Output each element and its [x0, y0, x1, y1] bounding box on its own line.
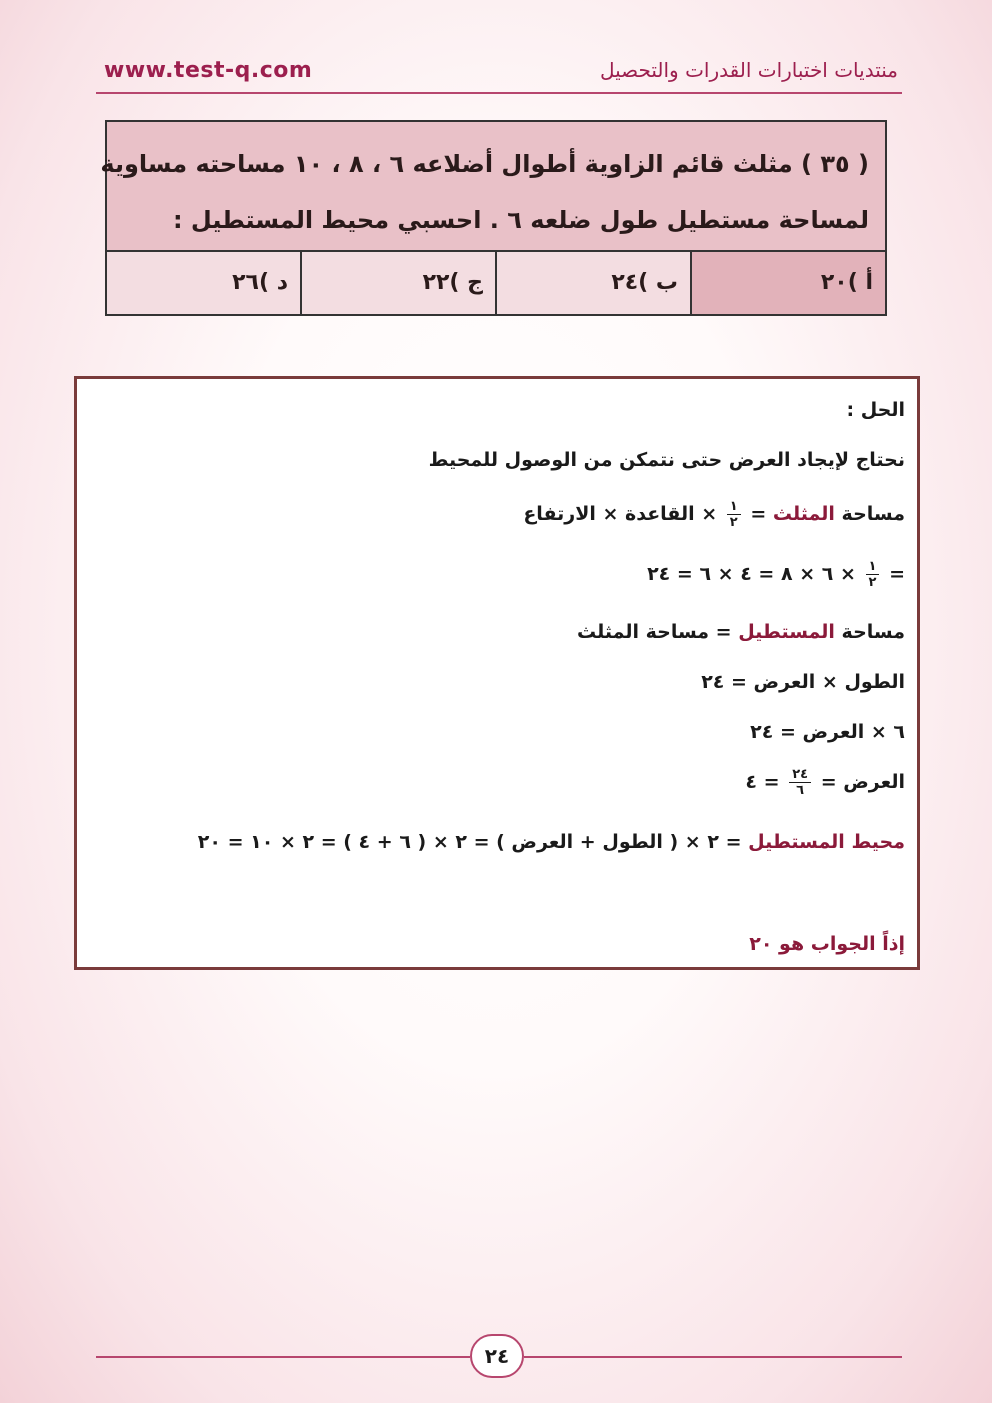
solution-title: الحل : — [846, 399, 905, 421]
half-numerator: ١ — [727, 499, 741, 515]
rectangle-area-equation — [577, 621, 905, 643]
triangle-area-calc — [647, 559, 905, 590]
option-d[interactable]: د )٢٦ — [107, 252, 300, 314]
tri-area-accent: المثلث — [772, 503, 835, 525]
final-answer: إذاً الجواب هو ٢٠ — [749, 933, 905, 955]
width-value: = ٤ — [745, 771, 780, 793]
option-a[interactable]: أ )٢٠ — [690, 252, 885, 314]
forum-title: منتديات اختبارات القدرات والتحصيل — [599, 58, 898, 82]
width-denominator: ٦ — [796, 783, 805, 798]
question-table — [100, 120, 887, 316]
footer-divider-left — [96, 1356, 470, 1358]
width-fraction — [789, 767, 811, 798]
triangle-area-formula — [523, 499, 905, 530]
calc-half-denominator: ٢ — [868, 575, 877, 590]
option-b[interactable]: ب )٢٤ — [495, 252, 690, 314]
calc-equals: = — [889, 563, 905, 585]
header-divider — [96, 92, 902, 94]
option-c[interactable]: ج )٢٢ — [300, 252, 495, 314]
calc-rest: × ٦ × ٨ = ٤ × ٦ = ٢٤ — [647, 563, 856, 585]
site-url[interactable]: www.test-q.com — [104, 58, 313, 83]
footer-divider-right — [524, 1356, 902, 1358]
calc-half-fraction — [866, 559, 880, 590]
half-denominator: ٢ — [729, 515, 738, 530]
six-times-width: ٦ × العرض = ٢٤ — [750, 721, 905, 743]
question-text — [100, 122, 885, 252]
rect-area-rest: = مساحة المثلث — [576, 621, 732, 643]
perimeter-label: محيط المستطيل — [748, 831, 905, 853]
half-fraction — [727, 499, 741, 530]
length-times-width: الطول × العرض = ٢٤ — [701, 671, 905, 693]
width-numerator: ٢٤ — [789, 767, 811, 783]
answer-options — [107, 252, 885, 314]
page-number: ٢٤ — [470, 1334, 524, 1378]
tri-area-word: مساحة — [841, 503, 905, 525]
question-line-1: ( ٣٥ ) مثلث قائم الزاوية أطوال أضلاعه ٦ ، ٨ ، ١٠ مساحته مساوية — [100, 150, 869, 178]
rect-area-word: مساحة — [841, 621, 905, 643]
rect-area-accent: المستطيل — [738, 621, 835, 643]
solution-intro: نحتاج لإيجاد العرض حتى نتمكن من الوصول للمحيط — [428, 449, 905, 471]
question-line-2: لمساحة مستطيل طول ضلعه ٦ . احسبي محيط المستطيل : — [172, 206, 869, 234]
perimeter-calc — [198, 831, 905, 853]
perimeter-expression: = ٢ × ( الطول + العرض ) = ٢ × ( ٦ + ٤ ) = ٢ × ١٠ = ٢٠ — [197, 831, 742, 853]
calc-half-numerator: ١ — [866, 559, 880, 575]
width-label: العرض = — [820, 771, 905, 793]
tri-area-equals: = — [750, 503, 767, 525]
tri-area-rest: × القاعدة × الارتفاع — [523, 503, 718, 525]
solution-box — [74, 376, 920, 970]
width-result — [745, 767, 905, 798]
